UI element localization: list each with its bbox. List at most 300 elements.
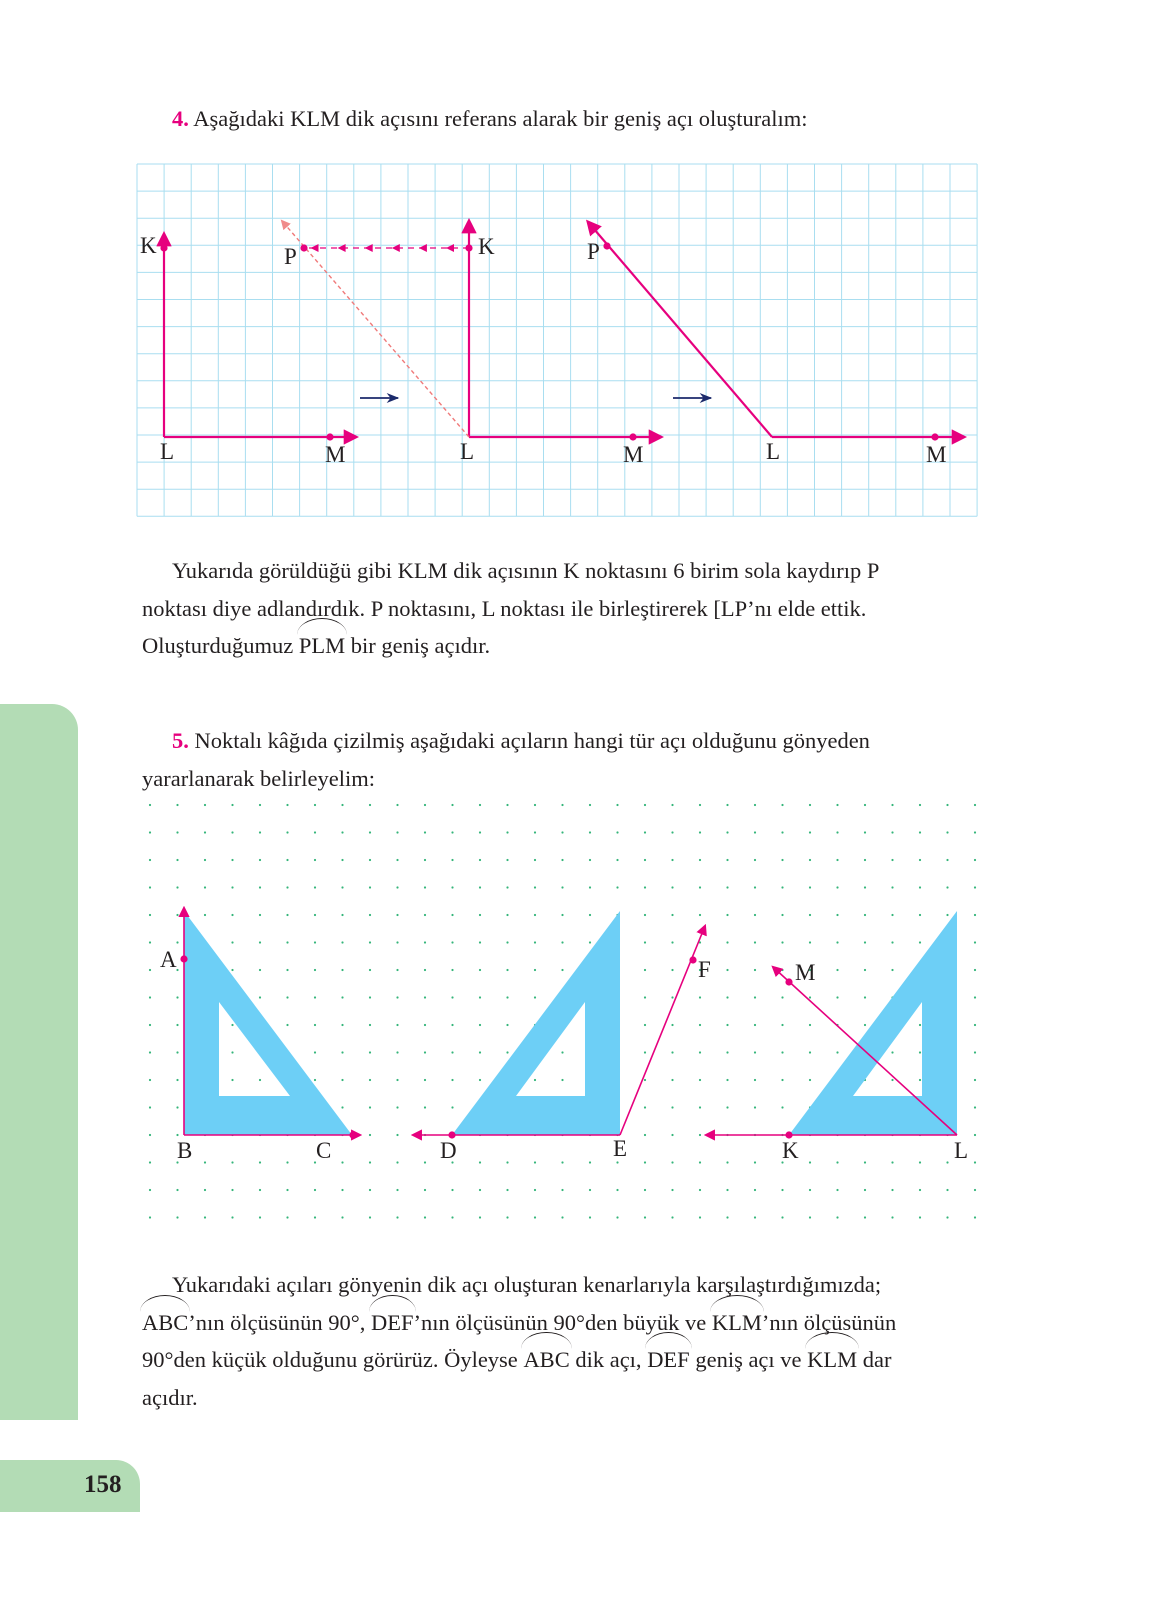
- paper-dot: [671, 1134, 673, 1136]
- paper-dot: [341, 1024, 343, 1026]
- paper-dot: [836, 804, 838, 806]
- paper-dot: [671, 996, 673, 998]
- paper-dot: [754, 1161, 756, 1163]
- paper-dot: [864, 914, 866, 916]
- paper-dot: [726, 859, 728, 861]
- paper-dot: [479, 914, 481, 916]
- paper-dot: [534, 804, 536, 806]
- paper-dot: [809, 859, 811, 861]
- paper-dot: [369, 996, 371, 998]
- paper-dot: [341, 1189, 343, 1191]
- paper-dot: [781, 886, 783, 888]
- paper-dot: [259, 996, 261, 998]
- angle-klm-2: KLM: [807, 1341, 857, 1379]
- paper-dot: [919, 804, 921, 806]
- paper-dot: [781, 914, 783, 916]
- paper-dot: [396, 1079, 398, 1081]
- paper-dot: [149, 831, 151, 833]
- paper-dot: [616, 1216, 618, 1218]
- paper-dot: [506, 804, 508, 806]
- paper-dot: [919, 1216, 921, 1218]
- paper-dot: [506, 1189, 508, 1191]
- set-square-1: [184, 911, 352, 1135]
- paper-dot: [176, 1024, 178, 1026]
- paper-dot: [424, 1051, 426, 1053]
- paper-dot: [891, 1189, 893, 1191]
- paper-dot: [781, 1079, 783, 1081]
- paper-dot: [589, 804, 591, 806]
- fig2-label-m: M: [623, 442, 644, 467]
- paper-dot: [506, 1161, 508, 1163]
- fig2-label-l: L: [460, 439, 475, 464]
- paper-dot: [506, 886, 508, 888]
- paper-dot: [616, 804, 618, 806]
- paper-dot: [231, 1161, 233, 1163]
- paper-dot: [424, 1079, 426, 1081]
- paper-dot: [369, 914, 371, 916]
- paper-dot: [424, 941, 426, 943]
- paper-dot: [314, 969, 316, 971]
- paper-dot: [781, 804, 783, 806]
- paper-dot: [699, 996, 701, 998]
- paper-dot: [259, 804, 261, 806]
- label-e: E: [613, 1136, 628, 1161]
- paper-dot: [506, 941, 508, 943]
- paper-dot: [314, 859, 316, 861]
- paper-dot: [616, 831, 618, 833]
- paper-dot: [534, 941, 536, 943]
- paper-dot: [644, 914, 646, 916]
- paper-dot: [259, 941, 261, 943]
- paper-dot: [286, 886, 288, 888]
- paper-dot: [451, 996, 453, 998]
- angle-abc-2: ABC: [523, 1341, 569, 1379]
- paper-dot: [204, 859, 206, 861]
- set-square-3: [789, 911, 957, 1135]
- paper-dot: [974, 941, 976, 943]
- paper-dot: [726, 831, 728, 833]
- paper-dot: [424, 804, 426, 806]
- paper-dot: [561, 1189, 563, 1191]
- paper-dot: [176, 886, 178, 888]
- paper-dot: [781, 969, 783, 971]
- paper-dot: [699, 1189, 701, 1191]
- paper-dot: [451, 969, 453, 971]
- paper-dot: [891, 941, 893, 943]
- paper-dot: [754, 996, 756, 998]
- paper-dot: [259, 1189, 261, 1191]
- paper-dot: [836, 859, 838, 861]
- paper-dot: [561, 914, 563, 916]
- paper-dot: [589, 831, 591, 833]
- paper-dot: [286, 831, 288, 833]
- paper-dot: [891, 1216, 893, 1218]
- paper-dot: [286, 1161, 288, 1163]
- paper-dot: [149, 886, 151, 888]
- paper-dot: [231, 941, 233, 943]
- paper-dot: [561, 804, 563, 806]
- paper-dot: [314, 1051, 316, 1053]
- paper-dot: [891, 1051, 893, 1053]
- paper-dot: [671, 1189, 673, 1191]
- paper-dot: [396, 1051, 398, 1053]
- paper-dot: [644, 859, 646, 861]
- paper-dot: [754, 1024, 756, 1026]
- label-b: B: [177, 1138, 193, 1163]
- paper-dot: [644, 886, 646, 888]
- section4-number: 4.: [172, 106, 189, 131]
- paper-dot: [809, 1216, 811, 1218]
- paper-dot: [479, 1079, 481, 1081]
- paper-dot: [479, 1216, 481, 1218]
- paper-dot: [919, 886, 921, 888]
- paper-dot: [396, 996, 398, 998]
- paper-dot: [946, 1189, 948, 1191]
- paper-dot: [754, 1051, 756, 1053]
- paper-dot: [286, 914, 288, 916]
- paper-dot: [314, 1189, 316, 1191]
- label-d: D: [440, 1138, 457, 1163]
- paper-dot: [451, 1079, 453, 1081]
- paper-dot: [341, 886, 343, 888]
- paper-dot: [836, 831, 838, 833]
- paper-dot: [479, 1161, 481, 1163]
- paper-dot: [149, 914, 151, 916]
- paper-dot: [259, 914, 261, 916]
- paper-dot: [836, 1189, 838, 1191]
- paper-dot: [534, 969, 536, 971]
- paper-dot: [974, 996, 976, 998]
- paper-dot: [644, 1134, 646, 1136]
- paper-dot: [974, 1134, 976, 1136]
- paper-dot: [561, 1079, 563, 1081]
- fig3-label-p: P: [587, 239, 600, 264]
- paper-dot: [341, 831, 343, 833]
- section5-line3-c: geniş açı ve: [689, 1347, 808, 1372]
- paper-dot: [589, 941, 591, 943]
- paper-dot: [341, 1161, 343, 1163]
- paper-dot: [341, 804, 343, 806]
- paper-dot: [314, 804, 316, 806]
- paper-dot: [451, 941, 453, 943]
- paper-dot: [341, 914, 343, 916]
- fig2-label-k: K: [478, 234, 495, 259]
- paper-dot: [286, 941, 288, 943]
- paper-dot: [561, 969, 563, 971]
- paper-dot: [616, 1189, 618, 1191]
- paper-dot: [754, 859, 756, 861]
- paper-dot: [479, 1024, 481, 1026]
- paper-dot: [754, 804, 756, 806]
- paper-dot: [176, 859, 178, 861]
- paper-dot: [836, 1161, 838, 1163]
- paper-dot: [341, 1051, 343, 1053]
- paper-dot: [286, 1216, 288, 1218]
- paper-dot: [314, 1216, 316, 1218]
- paper-dot: [396, 1106, 398, 1108]
- paper-dot: [836, 996, 838, 998]
- paper-dot: [561, 1051, 563, 1053]
- paper-dot: [369, 1051, 371, 1053]
- section5-line2: [142, 1304, 1014, 1342]
- paper-dot: [506, 859, 508, 861]
- paper-dot: [589, 1189, 591, 1191]
- paper-dot: [396, 1189, 398, 1191]
- paper-dot: [671, 831, 673, 833]
- paper-dot: [726, 996, 728, 998]
- paper-dot: [699, 914, 701, 916]
- paper-dot: [919, 1024, 921, 1026]
- paper-dot: [726, 1106, 728, 1108]
- paper-dot: [451, 859, 453, 861]
- paper-dot: [259, 859, 261, 861]
- paper-dot: [506, 969, 508, 971]
- paper-dot: [836, 1051, 838, 1053]
- paper-dot: [534, 1161, 536, 1163]
- paper-dot: [974, 1051, 976, 1053]
- paper-dot: [176, 914, 178, 916]
- paper-dot: [671, 1079, 673, 1081]
- paper-dot: [451, 1024, 453, 1026]
- point-f: [689, 956, 696, 963]
- section4-line3-b: bir geniş açıdır.: [345, 633, 491, 658]
- angle-plm: PLM: [299, 627, 345, 665]
- paper-dot: [754, 1106, 756, 1108]
- paper-dot: [946, 1216, 948, 1218]
- point-m: [785, 978, 792, 985]
- paper-dot: [424, 859, 426, 861]
- fig2-label-p: P: [284, 244, 297, 269]
- paper-dot: [369, 1024, 371, 1026]
- paper-dot: [974, 969, 976, 971]
- paper-dot: [479, 804, 481, 806]
- paper-dot: [314, 1024, 316, 1026]
- paper-dot: [176, 831, 178, 833]
- paper-dot: [891, 804, 893, 806]
- paper-dot: [946, 1161, 948, 1163]
- paper-dot: [424, 1024, 426, 1026]
- paper-dot: [204, 914, 206, 916]
- paper-dot: [781, 1189, 783, 1191]
- paper-dot: [864, 831, 866, 833]
- paper-dot: [286, 1024, 288, 1026]
- paper-dot: [754, 969, 756, 971]
- paper-dot: [259, 1079, 261, 1081]
- point-c: [349, 1131, 356, 1138]
- paper-dot: [809, 1161, 811, 1163]
- paper-dot: [479, 886, 481, 888]
- paper-dot: [919, 1161, 921, 1163]
- paper-dot: [286, 969, 288, 971]
- paper-dot: [644, 1216, 646, 1218]
- paper-dot: [671, 1024, 673, 1026]
- paper-dot: [754, 1216, 756, 1218]
- paper-dot: [974, 1161, 976, 1163]
- paper-dot: [726, 1051, 728, 1053]
- paper-dot: [974, 1079, 976, 1081]
- paper-dot: [451, 914, 453, 916]
- paper-dot: [836, 886, 838, 888]
- paper-dot: [506, 1051, 508, 1053]
- paper-dot: [809, 1051, 811, 1053]
- paper-dot: [259, 969, 261, 971]
- paper-dot: [919, 859, 921, 861]
- paper-dot: [864, 1024, 866, 1026]
- paper-dot: [231, 914, 233, 916]
- paper-dot: [561, 859, 563, 861]
- fig1-label-l: L: [160, 439, 175, 464]
- page-number: 158: [84, 1471, 122, 1498]
- paper-dot: [644, 969, 646, 971]
- paper-dot: [231, 1024, 233, 1026]
- paper-dot: [176, 804, 178, 806]
- angle-def: DEF: [371, 1304, 414, 1342]
- paper-dot: [314, 941, 316, 943]
- paper-dot: [754, 1079, 756, 1081]
- paper-dot: [781, 941, 783, 943]
- fig3-label-m: M: [926, 442, 947, 467]
- paper-dot: [451, 804, 453, 806]
- paper-dot: [946, 831, 948, 833]
- paper-dot: [644, 1024, 646, 1026]
- paper-dot: [204, 886, 206, 888]
- paper-dot: [699, 1216, 701, 1218]
- paper-dot: [864, 969, 866, 971]
- paper-dot: [891, 969, 893, 971]
- paper-dot: [506, 1024, 508, 1026]
- paper-dot: [149, 804, 151, 806]
- label-a: A: [160, 947, 177, 972]
- paper-dot: [424, 969, 426, 971]
- paper-dot: [561, 1216, 563, 1218]
- paper-dot: [644, 1161, 646, 1163]
- paper-dot: [314, 1079, 316, 1081]
- section4-line1: Yukarıda görüldüğü gibi KLM dik açısının K noktasını 6 birim sola kaydırıp P: [172, 558, 880, 583]
- paper-dot: [836, 1216, 838, 1218]
- paper-dot: [974, 831, 976, 833]
- section5-line3-d: dar: [857, 1347, 892, 1372]
- paper-dot: [644, 1079, 646, 1081]
- paper-dot: [149, 1134, 151, 1136]
- paper-dot: [671, 1051, 673, 1053]
- paper-dot: [561, 1161, 563, 1163]
- section5-line2-c: ’nın ölçüsünün: [761, 1309, 897, 1335]
- paper-dot: [286, 804, 288, 806]
- paper-dot: [781, 996, 783, 998]
- paper-dot: [176, 1189, 178, 1191]
- paper-dot: [396, 1134, 398, 1136]
- paper-dot: [891, 1161, 893, 1163]
- paper-dot: [231, 969, 233, 971]
- paper-dot: [781, 831, 783, 833]
- paper-dot: [809, 886, 811, 888]
- paper-dot: [726, 886, 728, 888]
- paper-dot: [479, 1051, 481, 1053]
- paper-dot: [864, 859, 866, 861]
- paper-dot: [259, 886, 261, 888]
- paper-dot: [479, 941, 481, 943]
- paper-dot: [396, 941, 398, 943]
- paper-dot: [149, 1106, 151, 1108]
- section5-line2-a: ’nın ölçüsünün 90°,: [188, 1309, 372, 1335]
- paper-dot: [726, 969, 728, 971]
- paper-dot: [369, 1216, 371, 1218]
- paper-dot: [644, 1189, 646, 1191]
- paper-dot: [754, 1189, 756, 1191]
- paper-dot: [699, 831, 701, 833]
- paper-dot: [149, 969, 151, 971]
- paper-dot: [864, 886, 866, 888]
- paper-dot: [919, 914, 921, 916]
- paper-dot: [396, 1161, 398, 1163]
- paper-dot: [809, 1189, 811, 1191]
- paper-dot: [671, 1216, 673, 1218]
- section5-number: 5.: [172, 728, 189, 753]
- paper-dot: [259, 1161, 261, 1163]
- paper-dot: [149, 1079, 151, 1081]
- paper-dot: [451, 831, 453, 833]
- paper-dot: [534, 914, 536, 916]
- paper-dot: [809, 914, 811, 916]
- paper-dot: [974, 859, 976, 861]
- paper-dot: [396, 969, 398, 971]
- paper-dot: [204, 1161, 206, 1163]
- label-l: L: [954, 1138, 969, 1163]
- paper-dot: [836, 914, 838, 916]
- paper-dot: [561, 831, 563, 833]
- paper-dot: [726, 1161, 728, 1163]
- paper-dot: [726, 941, 728, 943]
- paper-dot: [781, 1051, 783, 1053]
- paper-dot: [809, 831, 811, 833]
- paper-dot: [534, 886, 536, 888]
- label-m: M: [795, 960, 816, 985]
- paper-dot: [369, 1106, 371, 1108]
- paper-dot: [341, 1079, 343, 1081]
- paper-dot: [644, 831, 646, 833]
- paper-dot: [809, 1079, 811, 1081]
- paper-dot: [919, 1051, 921, 1053]
- paper-dot: [754, 831, 756, 833]
- section5-line3-a: 90°den küçük olduğunu görürüz. Öyleyse: [142, 1347, 524, 1372]
- paper-dot: [369, 1161, 371, 1163]
- fig3-label-l: L: [766, 439, 781, 464]
- paper-dot: [671, 859, 673, 861]
- paper-dot: [286, 1189, 288, 1191]
- paper-dot: [974, 1106, 976, 1108]
- paper-dot: [149, 1161, 151, 1163]
- paper-dot: [479, 1189, 481, 1191]
- paper-dot: [671, 886, 673, 888]
- paper-dot: [369, 969, 371, 971]
- paper-dot: [616, 1161, 618, 1163]
- paper-dot: [369, 804, 371, 806]
- section4-heading-text: Aşağıdaki KLM dik açısını referans alarak bir geniş açı oluşturalım:: [193, 106, 808, 131]
- paper-dot: [479, 969, 481, 971]
- paper-dot: [369, 1079, 371, 1081]
- paper-dot: [919, 1079, 921, 1081]
- paper-dot: [781, 859, 783, 861]
- paper-dot: [176, 941, 178, 943]
- paper-dot: [919, 831, 921, 833]
- label-c: C: [316, 1138, 332, 1163]
- paper-dot: [589, 1161, 591, 1163]
- paper-dot: [836, 969, 838, 971]
- paper-dot: [726, 804, 728, 806]
- paper-dot: [864, 1216, 866, 1218]
- paper-dot: [149, 1051, 151, 1053]
- paper-dot: [534, 859, 536, 861]
